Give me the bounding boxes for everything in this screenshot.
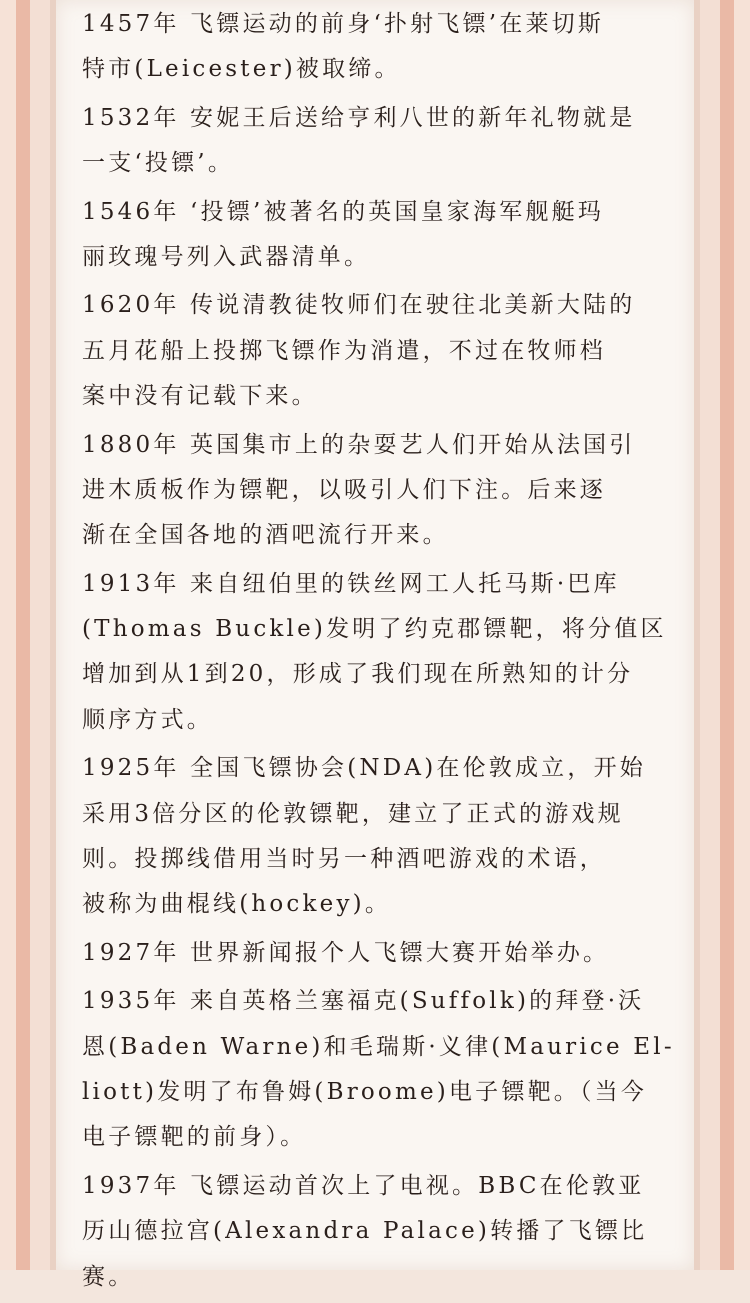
timeline-entry-line: 1880年 英国集市上的杂耍艺人们开始从法国引	[82, 431, 636, 458]
timeline-entry-line: 一支‘投镖’。	[82, 150, 235, 177]
timeline-entry-line: 恩(Baden Warne)和毛瑞斯·义律(Maurice El-	[82, 1033, 675, 1060]
timeline-entry	[82, 562, 672, 744]
timeline-entry-line: 进木质板作为镖靶，以吸引人们下注。后来逐	[82, 476, 606, 503]
timeline-entry	[82, 1164, 672, 1300]
timeline-entry-line: 1925年 全国飞镖协会(NDA)在伦敦成立，开始	[82, 755, 646, 782]
timeline-entry-line: 增加到从1到20，形成了我们现在所熟知的计分	[82, 661, 634, 688]
timeline-entry-line: 采用3倍分区的伦敦镖靶，建立了正式的游戏规	[82, 800, 624, 827]
timeline-entry	[82, 2, 672, 93]
timeline-entry-line: 丽玫瑰号列入武器清单。	[82, 243, 371, 270]
timeline-entry	[82, 190, 672, 281]
timeline-entry-line: 1927年 世界新闻报个人飞镖大赛开始举办。	[82, 939, 610, 966]
timeline-entry-line: (Thomas Buckle)发明了约克郡镖靶，将分值区	[82, 616, 667, 643]
timeline-entry-line: 渐在全国各地的酒吧流行开来。	[82, 522, 449, 549]
timeline-entry-line: 赛。	[82, 1263, 135, 1290]
timeline-entry-line: 1913年 来自纽伯里的铁丝网工人托马斯·巴库	[82, 570, 620, 597]
timeline-entry-line: 被称为曲棍线(hockey)。	[82, 891, 392, 918]
timeline-entry	[82, 979, 675, 1161]
timeline-entry-line: 1935年 来自英格兰塞福克(Suffolk)的拜登·沃	[82, 988, 645, 1015]
timeline-entry	[82, 746, 672, 928]
timeline-entry-line: 案中没有记载下来。	[82, 383, 318, 410]
timeline-entry-line: 五月花船上投掷飞镖作为消遣，不过在牧师档	[82, 337, 606, 364]
timeline-entry-line: 1620年 传说清教徒牧师们在驶往北美新大陆的	[82, 292, 636, 319]
right-border	[694, 0, 750, 1270]
left-border	[0, 0, 56, 1270]
timeline-entry-line: 1532年 安妮王后送给亨利八世的新年礼物就是	[82, 104, 636, 131]
timeline-entry-line: liott)发明了布鲁姆(Broome)电子镖靶。（当今	[82, 1078, 648, 1105]
timeline-entry-line: 1457年 飞镖运动的前身‘扑射飞镖’在莱切斯	[82, 11, 605, 37]
timeline-entry-line: 顺序方式。	[82, 706, 213, 733]
timeline-entry-line: 电子镖靶的前身）。	[82, 1124, 307, 1151]
timeline-entry-line: 特市(Leicester)被取缔。	[82, 56, 401, 83]
timeline-entry-line: 1937年 飞镖运动首次上了电视。BBC在伦敦亚	[82, 1172, 645, 1199]
timeline-entry-line: 历山德拉宫(Alexandra Palace)转播了飞镖比	[82, 1218, 648, 1245]
darts-history-timeline	[82, 2, 675, 1303]
timeline-entry	[82, 96, 672, 187]
timeline-entry	[82, 423, 672, 559]
timeline-entry-line: 1546年 ‘投镖’被著名的英国皇家海军舰艇玛	[82, 198, 605, 225]
timeline-entry	[82, 931, 672, 976]
timeline-entry-line: 则。投掷线借用当时另一种酒吧游戏的术语，	[82, 846, 606, 873]
timeline-entry	[82, 283, 672, 419]
